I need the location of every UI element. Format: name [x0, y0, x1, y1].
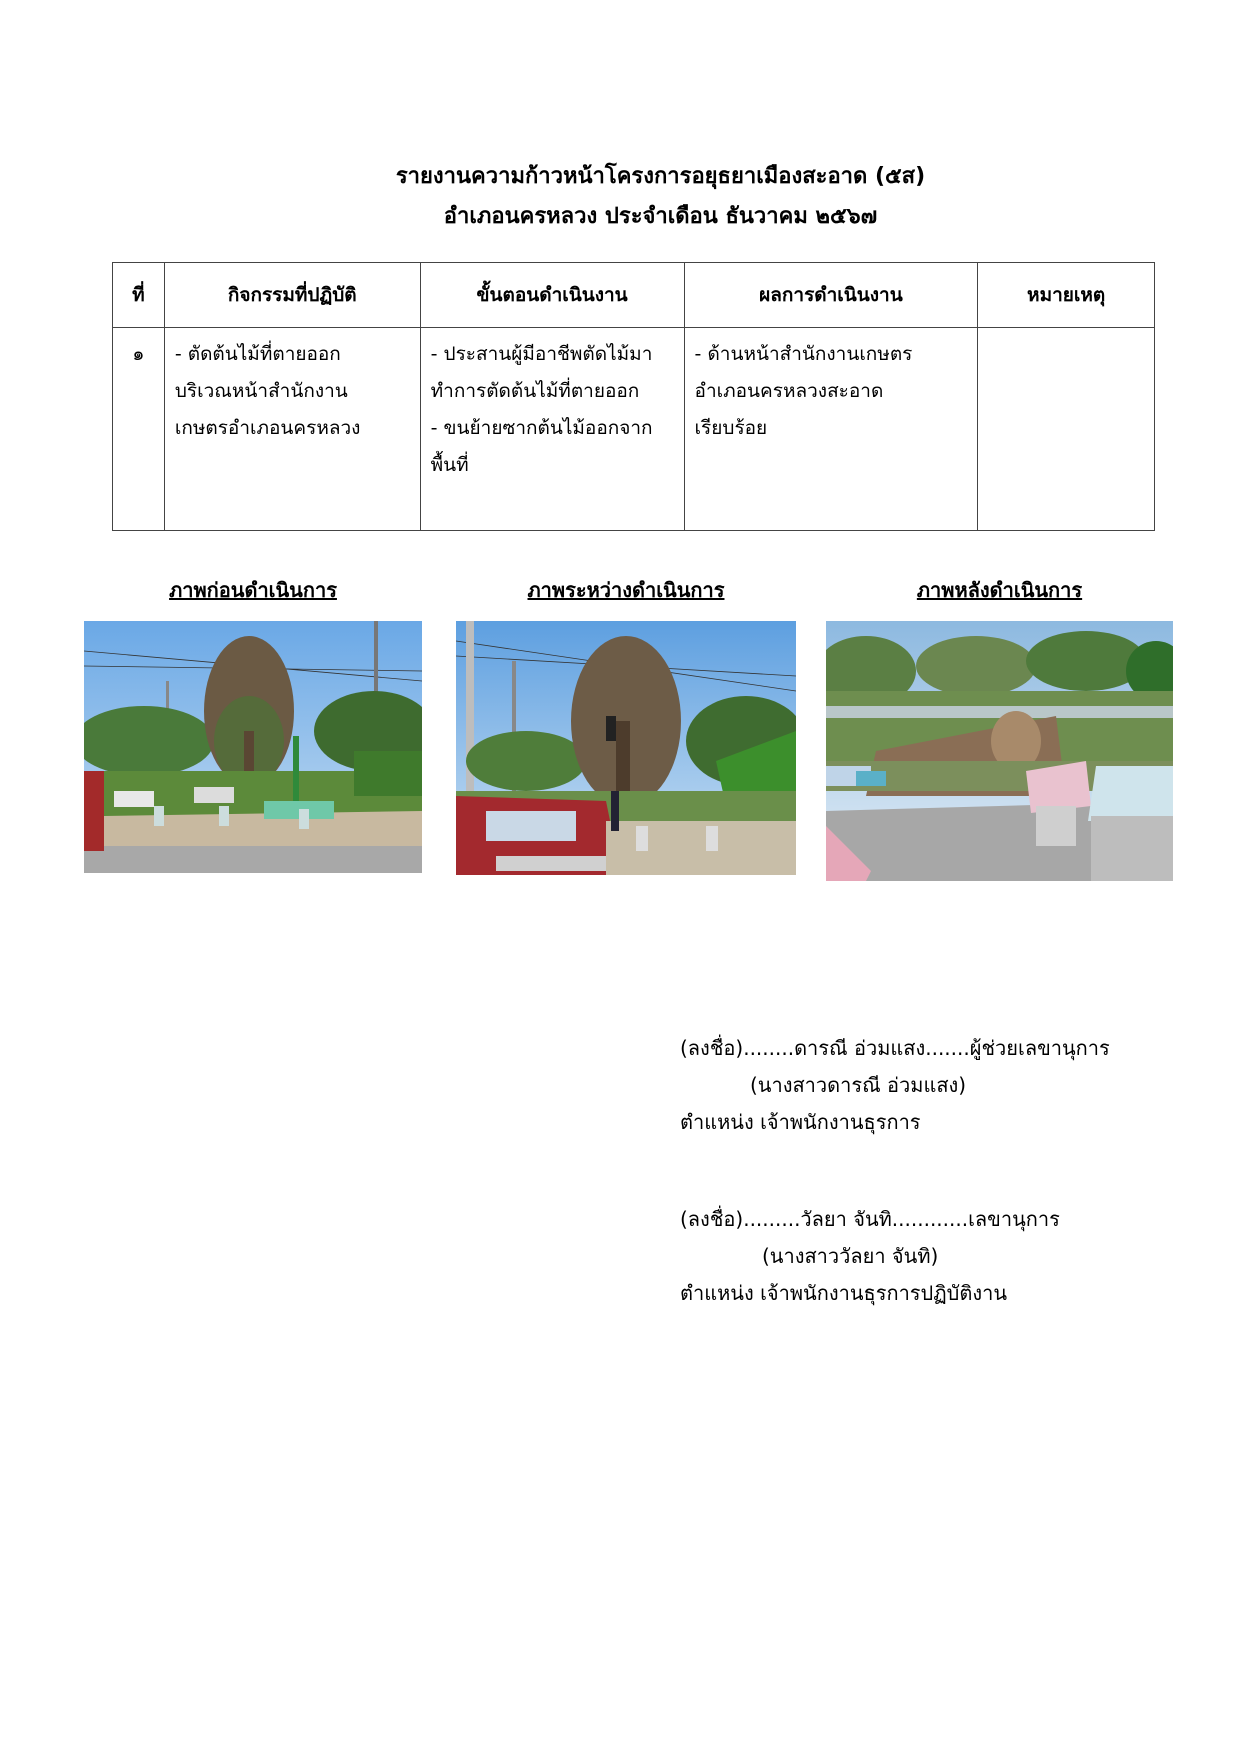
after-photo-caption: ภาพหลังดำเนินการ [916, 578, 1083, 602]
signature-line: (ลงชื่อ).........วัลยา จันทิ............เลขานุการ [680, 1207, 1060, 1231]
signer-position: ตำแหน่ง เจ้าพนักงานธุรการ [680, 1110, 921, 1134]
steps-line: ทำการตัดต้นไม้ที่ตายออก [430, 380, 640, 402]
steps-line: - ประสานผู้มีอาชีพตัดไม้มา [430, 343, 653, 365]
result-line: เรียบร้อย [694, 417, 768, 439]
steps-line: พื้นที่ [430, 454, 469, 476]
col-header-steps: ขั้นตอนดำเนินงาน [420, 263, 684, 328]
signer-position: ตำแหน่ง เจ้าพนักงานธุรการปฏิบัติงาน [680, 1281, 1008, 1305]
col-header-result: ผลการดำเนินงาน [684, 263, 978, 328]
activity-line: - ตัดต้นไม้ที่ตายออก [174, 343, 341, 365]
report-title: รายงานความก้าวหน้าโครงการอยุธยาเมืองสะอาด (๕ส) [395, 164, 926, 189]
result-line: อำเภอนครหลวงสะอาด [694, 380, 884, 402]
result-line: - ด้านหน้าสำนักงานเกษตร [694, 343, 913, 365]
activity-cell [164, 328, 420, 531]
steps-line: - ขนย้ายซากต้นไม้ออกจาก [430, 417, 653, 439]
col-header-activity: กิจกรรมที่ปฏิบัติ [164, 263, 420, 328]
during-photo-caption: ภาพระหว่างดำเนินการ [527, 578, 725, 602]
during-photo [456, 621, 796, 875]
signature-block-assistant-secretary [680, 1030, 1110, 1141]
signer-name: (นางสาววัลยา จันทิ) [762, 1244, 939, 1268]
activity-line: บริเวณหน้าสำนักงาน [174, 380, 348, 402]
remark-cell [978, 328, 1155, 531]
before-photo [84, 621, 422, 873]
steps-cell [420, 328, 684, 531]
col-header-no: ที่ [113, 263, 165, 328]
table-header-row [113, 263, 1155, 328]
result-cell [684, 328, 978, 531]
after-photo [826, 621, 1173, 881]
table-row [113, 328, 1155, 531]
progress-table [112, 262, 1155, 531]
activity-line: เกษตรอำเภอนครหลวง [174, 417, 361, 439]
col-header-remark: หมายเหตุ [978, 263, 1155, 328]
signer-name: (นางสาวดารณี อ่วมแสง) [750, 1073, 967, 1097]
signature-line: (ลงชื่อ)........ดารณี อ่วมแสง.......ผู้ช่วยเลขานุการ [680, 1036, 1110, 1060]
row-number: ๑ [113, 328, 165, 531]
signature-block-secretary [680, 1201, 1060, 1312]
report-subtitle: อำเภอนครหลวง ประจำเดือน ธันวาคม ๒๕๖๗ [443, 204, 878, 229]
before-photo-caption: ภาพก่อนดำเนินการ [169, 578, 337, 602]
